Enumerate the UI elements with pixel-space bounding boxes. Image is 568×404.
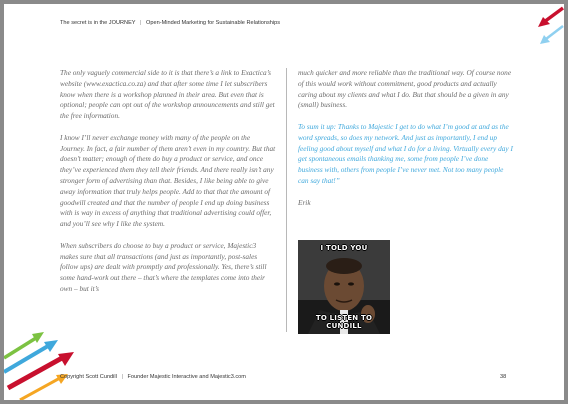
header-separator: | [140, 20, 142, 26]
footer-company: Founder Majestic Interactive and Majestic3.com [127, 374, 246, 380]
footer-separator: | [121, 374, 123, 380]
bottom-left-arrows-icon [4, 326, 84, 400]
footer-copyright: Copyright Scott Cundill [60, 374, 117, 380]
meme-top-text: I TOLD YOU [320, 244, 368, 252]
meme-image [298, 240, 390, 334]
paragraph: When subscribers do choose to buy a product or service, Majestic3 makes sure that all transactions (and just as importantly, post-sales follow ups) are dealt with promptly and professionally. Yes, there’s still some hand-work out there – that’s where the templates come into their own – but it’s [60, 240, 267, 293]
right-column [298, 68, 514, 219]
testimonial-quote: To sum it up: Thanks to Majestic I get to do what I’m good at and as the word spreads, so does my network. And just as importantly, I end up feeling good about myself and what I do for a living. Virtually every day I get spontaneous emails thanking me, some from people I’ve done business with, others from people I’ve never met. Not too many people can say that!” [298, 121, 513, 185]
left-column [60, 68, 276, 306]
paragraph: The only vaguely commercial side to it is that there’s a link to Exactica’s website (www.exactica.co.za) and that after some time I let subscribers know when there is a workshop planned in their area. But even that is optional; people can opt out of the workshop announcements and still get the free information. [60, 68, 275, 121]
header-title: The secret is in the JOURNEY [60, 20, 136, 26]
document-page [4, 4, 564, 400]
page-footer [60, 374, 520, 380]
paragraph: much quicker and more reliable than the traditional way. Of course none of this would work without commitment, good products and actually caring about my clients and what I do. But that should be a given in any (small) business. [298, 68, 512, 110]
top-right-arrows-icon [530, 4, 564, 50]
meme-bottom-text: TO LISTEN TO CUNDILL [315, 314, 373, 330]
paragraph: I know I’ll never exchange money with many of the people on the Journey. In fact, a fair number of them aren’t even in my country. But that doesn’t matter; enough of them do buy a product or service, and once they’ve experienced them they tell their friends. And there really isn’t any stronger form of advertising than that. Besides, I like being able to give away information that truly helps people. Add to that that the amount of goodwill created and that the number of people I end up doing business with is way in excess of anything that traditional advertising could offer, and you’ll see why I like the system. [60, 132, 276, 229]
signature: Erik [298, 197, 311, 207]
header-subtitle: Open-Minded Marketing for Sustainable Relationships [146, 20, 281, 26]
page-header [60, 20, 480, 26]
page-number: 38 [500, 374, 507, 380]
column-divider [286, 68, 287, 332]
